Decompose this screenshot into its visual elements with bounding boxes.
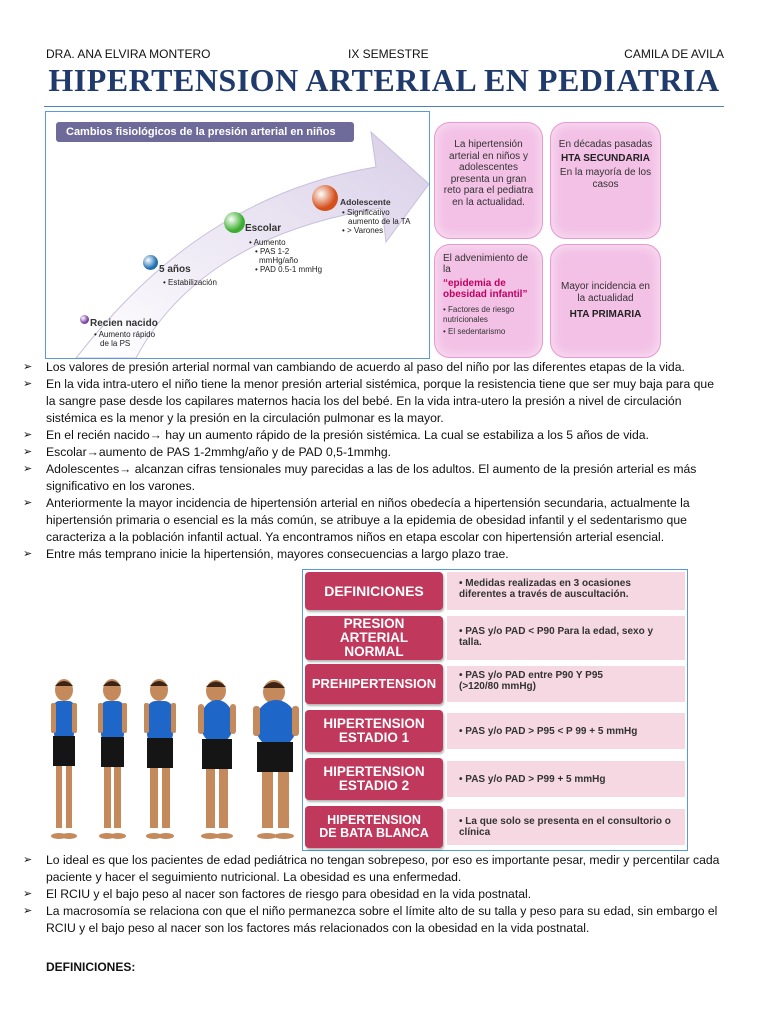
table-row [305, 758, 685, 800]
definitions-heading: DEFINICIONES: [46, 960, 136, 974]
primary-hta-label: HTA PRIMARIA [569, 309, 642, 320]
bullet-arrow-icon: ➢ [23, 548, 33, 560]
table-row [305, 616, 685, 660]
list-item: ➢ Los valores de presión arterial normal van cambiando de acuerdo al paso del niño por las diferentes etapas de la vida. [23, 360, 685, 374]
stage-note: mmHg/año [259, 255, 299, 265]
row-value: • PAS y/o PAD < P90 Para la edad, sexo y talla. [447, 616, 685, 660]
decades-text: En décadas pasadas [558, 139, 653, 150]
secondary-hta-label: HTA SECUNDARIA [561, 153, 650, 164]
row-value: • Medidas realizadas en 3 ocasiones diferentes a través de auscultación. [447, 572, 685, 610]
stage-note: • PAS 1-2 [255, 246, 290, 256]
bullet-arrow-icon: ➢ [23, 446, 33, 458]
table-row [305, 572, 685, 610]
stage-note: • > Varones [342, 226, 384, 236]
row-value: • PAS y/o PAD > P99 + 5 mmHg [447, 761, 685, 797]
stage-name: Adolescente [340, 197, 391, 207]
list-item: ➢ Entre más temprano inicie la hipertensión, mayores consecuencias a largo plazo trae. [23, 547, 509, 561]
stage-name: Escolar [245, 223, 282, 234]
table-row [305, 806, 685, 848]
stage-note: aumento de la TA [348, 216, 411, 226]
list-item: ➢ Lo ideal es que los pacientes de edad pediátrica no tengan sobrepeso, por eso es importante pesar, medir y percentilar cada paciente y hacer el seguimiento nutricional. La obesidad es una enfermedad. [23, 853, 720, 884]
majority-text: En la mayoría de los casos [559, 167, 652, 190]
obesity-box [434, 244, 543, 358]
list-item: ➢ Anteriormente la mayor incidencia de hipertensión arterial en niños obedecía a hipertensión secundaria, actualmente la hipertensión primaria o esencial es la más común, se atribuye a la epidemia de obesidad infantil y el sedentarismo que caracteriza a la población infantil actual. Ya encontramos niños en etapa escolar con hipertensión arterial esencial. [23, 496, 690, 544]
list-item: ➢ El RCIU y el bajo peso al nacer son factores de riesgo para obesidad en la vida postnatal. [23, 887, 532, 901]
stage-name: Recien nacido [90, 318, 158, 329]
row-label: PREHIPERTENSION [305, 664, 443, 704]
page-header [46, 47, 724, 63]
secondary-hta-box [550, 122, 661, 239]
children-weight-illustration [44, 676, 302, 848]
row-value: • La que solo se presenta en el consultorio o clínica [447, 809, 685, 845]
stage-note: • Significativo [342, 207, 390, 217]
stage-note: • Aumento [249, 237, 286, 247]
stage-adolescent [340, 198, 410, 235]
title-rule [44, 106, 724, 107]
intro-bullet-list [20, 359, 726, 563]
table-row [305, 710, 685, 752]
school-dot [224, 212, 245, 233]
bp-definitions-table [302, 569, 688, 851]
bullet-arrow-icon: ➢ [23, 888, 33, 900]
challenge-box [434, 122, 543, 239]
bullet-arrow-icon: ➢ [23, 361, 33, 373]
risk-factors-text: • Factores de riesgo nutricionales [443, 305, 515, 324]
stage-5-years [159, 264, 217, 287]
stage-school [245, 223, 322, 274]
table-row [305, 664, 685, 704]
newborn-dot [80, 315, 89, 324]
incidence-text: Mayor incidencia en la actualidad [561, 281, 650, 304]
hta-epidemiology-figure [432, 120, 662, 358]
stage-name: 5 años [159, 264, 191, 275]
list-item: ➢ La macrosomía se relaciona con que el niño permanezca sobre el límite alto de su talla y peso para su edad, sin embargo el RCIU y el bajo peso al nacer son los factores más relacionados con la obesidad en la vida postnatal. [23, 904, 718, 935]
list-item: ➢ En la vida intra-utero el niño tiene la menor presión arterial sistémica, porque la resistencia tiene que ser muy baja para que la sangre pase desde los capilares maternos hacia los del bebé. En la vida intra-utero la presión a nivel de circulación sistémica es la menor y la presión en la circulación pulmonar es la mayor. [23, 377, 714, 425]
bullet-arrow-icon: ➢ [23, 905, 33, 917]
list-item: ➢ Escolar→aumento de PAS 1-2mmhg/año y de PAD 0,5-1mmhg. [23, 445, 392, 459]
stage-newborn [90, 318, 158, 348]
list-item: ➢ Adolescentes→ alcanzan cifras tensionales muy parecidas a las de los adultos. El aumento de la presión arterial es más significativo en los varones. [23, 462, 697, 493]
row-label: HIPERTENSION DE BATA BLANCA [305, 806, 443, 848]
sedentary-text: • El sedentarismo [443, 327, 506, 336]
page-title: HIPERTENSION ARTERIAL EN PEDIATRIA [48, 62, 720, 98]
row-label: DEFINICIONES [305, 572, 443, 610]
age5-dot [143, 255, 158, 270]
bullet-arrow-icon: ➢ [23, 463, 33, 475]
stage-note: • PAD 0.5-1 mmHg [255, 265, 323, 275]
bullet-arrow-icon: ➢ [23, 854, 33, 866]
obesity-bullet-list [20, 852, 726, 937]
row-value: • PAS y/o PAD entre P90 Y P95 (>120/80 mmHg) [447, 666, 685, 702]
semester: IX SEMESTRE [348, 47, 429, 61]
obesity-epidemic-label: “epidemia de obesidad infantil” [443, 278, 528, 300]
row-label: HIPERTENSION ESTADIO 2 [305, 758, 443, 800]
bullet-arrow-icon: ➢ [23, 429, 33, 441]
bp-changes-figure [45, 111, 430, 359]
challenge-text: La hipertensión arterial en niños y adolescentes presenta un gran reto para el pediatra en la actualidad. [443, 139, 534, 208]
bullet-arrow-icon: ➢ [23, 378, 33, 390]
advent-text: El advenimiento de la [443, 253, 529, 275]
adolescent-dot [312, 185, 338, 211]
stage-note: • Estabilización [163, 277, 217, 287]
row-label: PRESION ARTERIAL NORMAL [305, 616, 443, 660]
stage-note: • Aumento rápido [94, 329, 156, 339]
row-value: • PAS y/o PAD > P95 < P 99 + 5 mmHg [447, 713, 685, 749]
bullet-arrow-icon: ➢ [23, 497, 33, 509]
list-item: ➢ En el recién nacido→ hay un aumento rápido de la presión sistémica. La cual se estabiliza a los 5 años de vida. [23, 428, 649, 442]
student-name: CAMILA DE AVILA [624, 47, 724, 61]
stage-note: de la PS [100, 338, 131, 348]
row-label: HIPERTENSION ESTADIO 1 [305, 710, 443, 752]
primary-hta-box [550, 244, 661, 358]
author-name: DRA. ANA ELVIRA MONTERO [46, 47, 211, 61]
figure-banner: Cambios fisiológicos de la presión arterial en niños [56, 122, 354, 142]
